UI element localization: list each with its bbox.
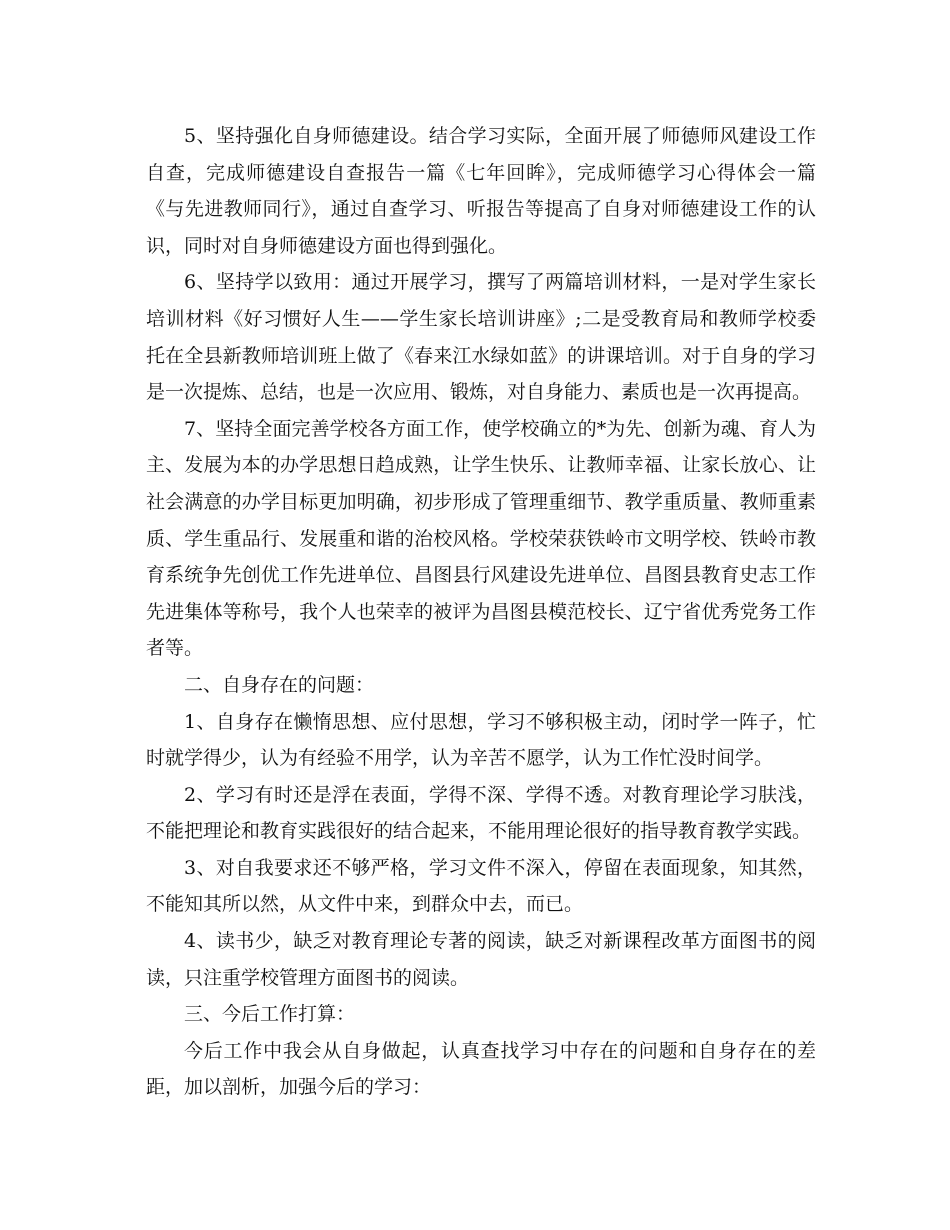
section-heading-problems: 二、自身存在的问题： [184, 673, 375, 696]
paragraph-item-6: 6、坚持学以致用：通过开展学习，撰写了两篇培训材料，一是对学生家长培训材料《好习惯好人生——学生家长培训讲座》;二是受教育局和教师学校委托在全县新教师培训班上做了《春来江水绿如蓝》的讲课培训。对于自身的学习是一次提炼、总结，也是一次应用、锻炼，对自身能力、素质也是一次再提高。 [146, 271, 816, 404]
paragraph-item-5: 5、坚持强化自身师德建设。结合学习实际，全面开展了师德师风建设工作自查，完成师德建设自查报告一篇《七年回眸》，完成师德学习心得体会一篇《与先进教师同行》，通过自查学习、听报告等提高了自身对师德建设工作的认识，同时对自身师德建设方面也得到强化。 [146, 125, 816, 257]
paragraph-item-7: 7、坚持全面完善学校各方面工作，使学校确立的*为先、创新为魂、育人为主、发展为本的办学思想日趋成熟，让学生快乐、让教师幸福、让家长放心、让社会满意的办学目标更加明确，初步形成了管理重细节、教学重质量、教师重素质、学生重品行、发展重和谐的治校风格。学校荣获铁岭市文明学校、铁岭市教育系统争先创优工作先进单位、昌图县行风建设先进单位、昌图县教育史志工作先进集体等称号，我个人也荣幸的被评为昌图县模范校长、辽宁省优秀党务工作者等。 [146, 417, 816, 660]
problem-item-2: 2、学习有时还是浮在表面，学得不深、学得不透。对教育理论学习肤浅，不能把理论和教育实践很好的结合起来，不能用理论很好的指导教育教学实践。 [146, 783, 816, 843]
problem-item-3: 3、对自我要求还不够严格，学习文件不深入，停留在表面现象，知其然，不能知其所以然，从文件中来，到群众中去，而已。 [146, 856, 816, 916]
problem-item-1: 1、自身存在懒惰思想、应付思想，学习不够积极主动，闭时学一阵子，忙时就学得少，认为有经验不用学，认为辛苦不愿学，认为工作忙没时间学。 [146, 710, 816, 770]
document-body [146, 118, 816, 1106]
problem-item-4: 4、读书少，缺乏对教育理论专著的阅读，缺乏对新课程改革方面图书的阅读，只注重学校管理方面图书的阅读。 [146, 930, 816, 989]
section-heading-plans: 三、今后工作打算： [184, 1003, 356, 1026]
plan-paragraph: 今后工作中我会从自身做起，认真查找学习中存在的问题和自身存在的差距，加以剖析，加强今后的学习： [146, 1039, 816, 1099]
